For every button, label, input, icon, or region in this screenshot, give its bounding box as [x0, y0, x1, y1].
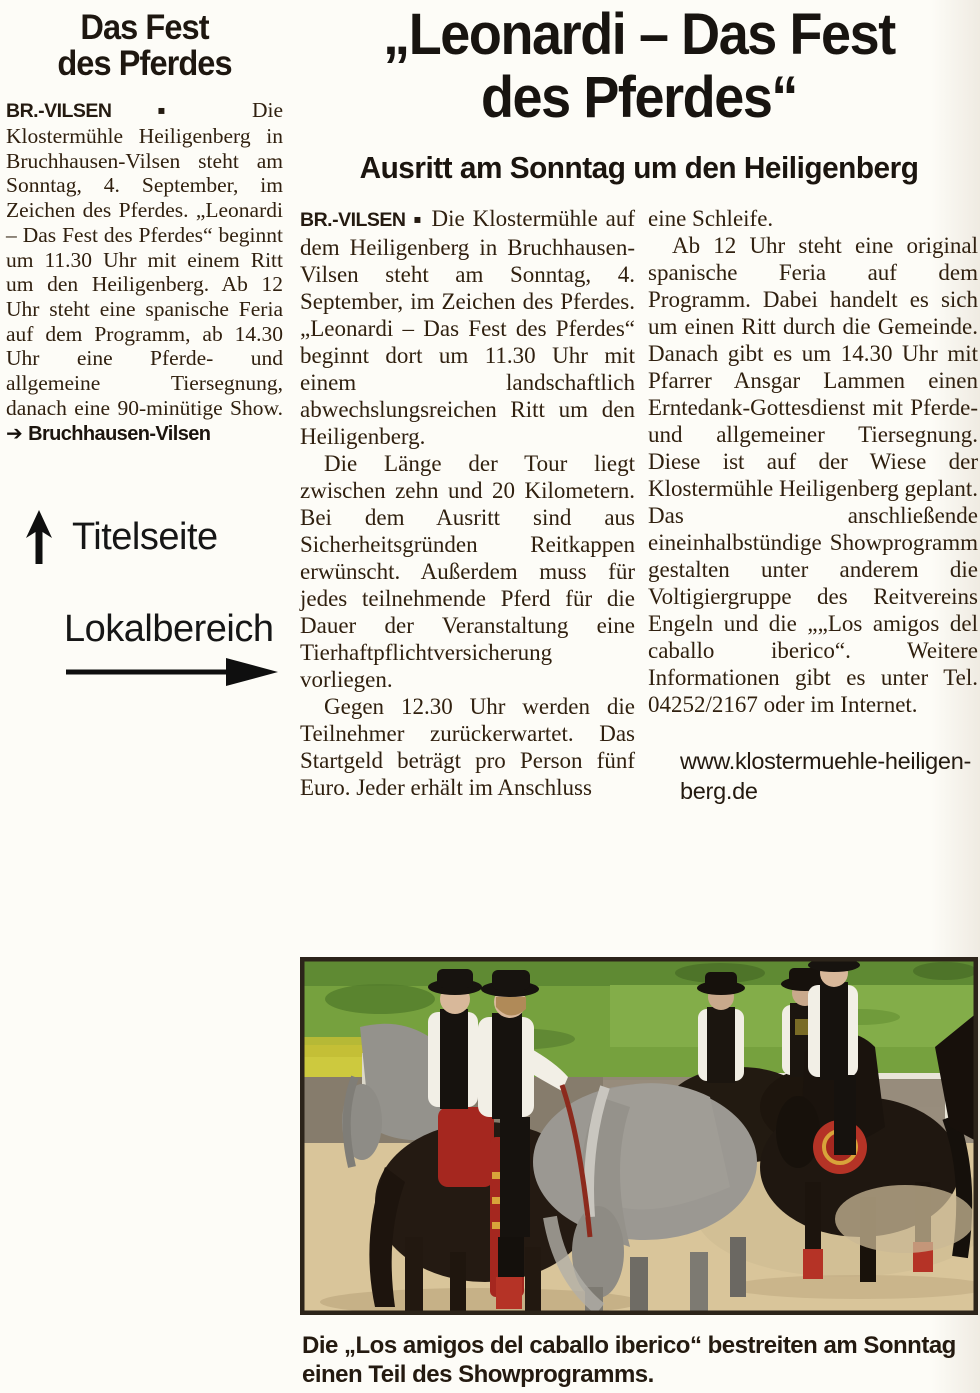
article-photo	[300, 957, 978, 1315]
dateline-bullet-icon: ▪	[157, 103, 207, 118]
article-columns	[298, 205, 980, 940]
nav-lokalbereich-label: Lokalbereich	[64, 608, 274, 650]
dateline-bullet-icon: ▪	[413, 212, 424, 227]
paragraph: eine Schleife.	[648, 206, 774, 232]
sidebar-teaser	[6, 10, 283, 468]
photo-illustration	[300, 957, 978, 1315]
right-arrow-icon	[66, 656, 278, 688]
article-subheadline: Ausritt am Sonntag um den Heiligenberg	[359, 150, 919, 186]
jump-arrow-icon: ➔	[6, 420, 23, 445]
website-url-line1: www.klostermuehle-heiligen-	[680, 748, 971, 775]
sidebar-body-text: Die Klostermühle Heiligenberg in Bruchhausen-Vilsen steht am Sonntag, 4. September, im Zeichen des Pferdes. „Leonardi – Das Fest des Pferdes“ beginnt um 11.30 Uhr mit einem Ritt um den Heiligenberg. Ab 12 Uhr steht eine spanische Feria auf dem Programm, ab 14.30 Uhr eine Pferde- und allgemeine Tiersegnung, danach eine 90-minütige Show.	[6, 98, 283, 420]
article-column-1	[300, 205, 635, 801]
jump-target-label: Bruchhausen-Vilsen	[28, 422, 211, 445]
paragraph-text: Die Klostermühle auf dem Heiligenberg in Bruchhausen-Vilsen steht am Sonntag, 4. September, im Zeichen des Pferdes. „Leonardi – Das Fest des Pferdes“ beginnt dort um 11.30 Uhr mit einem landschaftlich abwechslungsreichen Ritt um den Heiligenberg.	[300, 206, 636, 450]
website-url	[680, 746, 978, 806]
paragraph: Die Länge der Tour liegt zwischen zehn und 20 Kilometern. Bei dem Ausritt sind aus Sicherheitsgründen Reitkappen erwünscht. Außerdem muss für jedes teilnehmende Pferd für die Dauer der Veranstaltung eine Tierhaftpflichtversicherung vorliegen.	[300, 451, 635, 693]
nav-titelseite	[26, 510, 218, 564]
nav-titelseite-label: Titelseite	[72, 515, 218, 558]
headline-line2: des Pferdes“	[480, 64, 798, 130]
article	[298, 4, 980, 940]
website-url-line2: berg.de	[680, 778, 758, 805]
paragraph: Gegen 12.30 Uhr werden die Teilnehmer zurückerwartet. Das Startgeld beträgt pro Person fünf Euro. Jeder erhält im Anschluss	[300, 694, 635, 801]
paragraph: Ab 12 Uhr steht eine original spanische Feria auf dem Programm. Dabei handelt es sich um einen Ritt durch die Gemeinde. Danach gibt es um 14.30 Uhr mit Pfarrer Ansgar Lammen einen Erntedank-Gottesdienst mit Pferde- und allgemeiner Tiersegnung. Diese ist auf der Wiese der Klostermühle Heiligenberg geplant. Das anschließende eineinhalbstündige Showprogramm gestalten unter anderem die Voltigiergruppe des Reitvereins Engeln und die „„Los amigos del caballo iberico“. Weitere Informationen gibt es unter Tel. 04252/2167 oder im Internet.	[648, 233, 978, 718]
sidebar-title	[16, 10, 274, 81]
sidebar-dateline: BR.-VILSEN	[6, 100, 112, 123]
article-dateline: BR.-VILSEN	[300, 209, 406, 232]
article-column-2	[648, 205, 978, 806]
headline-line1: „Leonardi – Das Fest	[383, 2, 895, 67]
sidebar-title-line2: des Pferdes	[57, 43, 232, 83]
paragraph	[300, 205, 635, 450]
article-headline	[322, 4, 956, 129]
sidebar-body	[6, 98, 283, 446]
nav-lokalbereich	[64, 608, 273, 651]
sidebar-title-line1: Das Fest	[80, 8, 209, 47]
up-arrow-icon	[26, 510, 52, 564]
photo-caption: Die „Los amigos del caballo iberico“ bestreiten am Sonntag einen Teil des Showprogramms.	[302, 1332, 956, 1388]
